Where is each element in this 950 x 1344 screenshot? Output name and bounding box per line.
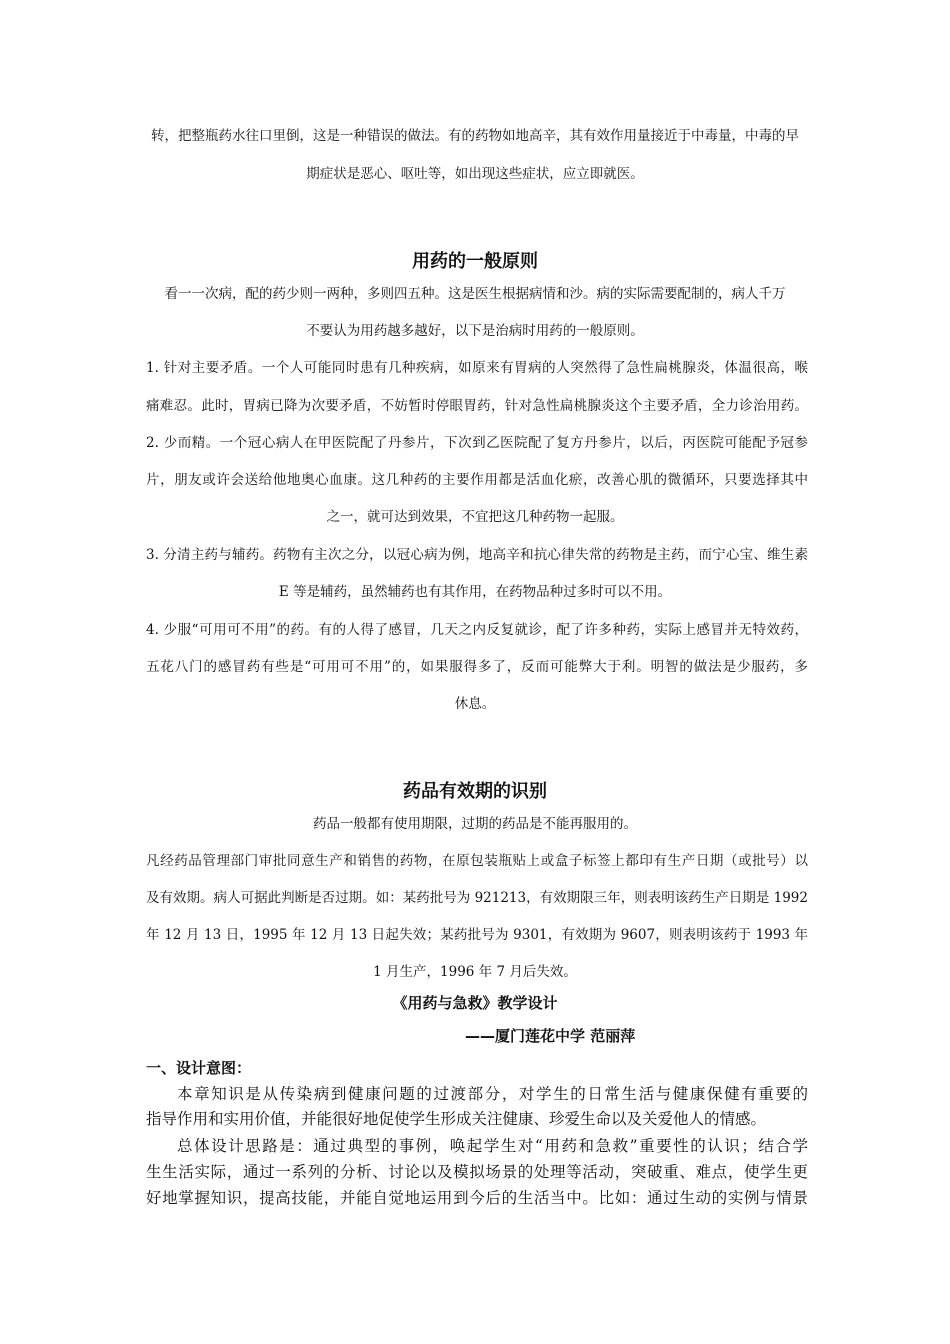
principle-4-line-1: 4. 少服“可用可不用”的药。有的人得了感冒，几天之内反复就诊，配了许多种药，实际上感冒并无特效药， [146,622,808,638]
design-paragraph-2-line-2: 生生活实际，通过一系列的分析、讨论以及模拟场景的处理等活动，突破重、难点，使学生更 [146,1163,808,1181]
expiry-line-2: 凡经药品管理部门审批同意生产和销售的药物，在原包装瓶贴上或盒子标签上都印有生产日期（或批号）以 [146,853,808,869]
expiry-title: 药品有效期的识别 [403,781,547,802]
design-author: ——厦门莲花中学 范丽萍 [465,1027,636,1045]
expiry-line-4: 年 12 月 13 日，1995 年 12 月 13 日起失效；某药批号为 9301，有效期为 9607，则表明该药于 1993 年 [146,927,808,943]
design-paragraph-1-line-1: 本章知识是从传染病到健康问题的过渡部分，对学生的日常生活与健康保健有重要的 [177,1085,808,1103]
principle-3-line-2: E 等是辅药，虽然辅药也有其作用，在药物品种过多时可以不用。 [278,584,672,600]
design-paragraph-2-line-3: 好地掌握知识，提高技能，并能自觉地运用到今后的生活当中。比如：通过生动的实例与情景 [146,1189,808,1207]
principle-2-line-3: 之一，就可达到效果，不宜把这几种药物一起服。 [326,509,624,525]
design-paragraph-2-line-1: 总体设计思路是：通过典型的事例，唤起学生对“用药和急救”重要性的认识；结合学 [177,1137,808,1155]
design-paragraph-1-line-2: 指导作用和实用价值，并能很好地促使学生形成关注健康、珍爱生命以及关爱他人的情感。 [146,1110,767,1128]
expiry-line-3: 及有效期。病人可据此判断是否过期。如：某药批号为 921213，有效期限三年，则表明该药生产日期是 1992 [146,890,808,906]
principles-title: 用药的一般原则 [412,251,538,272]
intro-line-1: 转，把整瓶药水往口里倒，这是一种错误的做法。有的药物如地高辛，其有效作用量接近于中毒量，中毒的早 [151,128,799,144]
principle-4-line-2: 五花八门的感冒药有些是“可用可不用”的，如果服得多了，反而可能弊大于利。明智的做法是少服药，多 [146,659,808,675]
principle-1-line-1: 1. 针对主要矛盾。一个人可能同时患有几种疾病，如原来有胃病的人突然得了急性扁桃腺炎，体温很高，喉 [146,360,808,376]
design-title: 《用药与急救》教学设计 [392,994,558,1012]
expiry-line-5: 1 月生产，1996 年 7 月后失效。 [373,964,577,980]
principles-intro-line-1: 看一一次病，配的药少则一两种，多则四五种。这是医生根据病情和沙。病的实际需要配制的，病人千万 [164,286,786,302]
principle-1-line-2: 痛难忍。此时，胃病已降为次要矛盾，不妨暂时停眼胃药，针对急性扁桃腺炎这个主要矛盾，全力诊治用药。 [146,398,808,414]
principle-2-line-1: 2. 少而精。一个冠心病人在甲医院配了丹参片，下次到乙医院配了复方丹参片，以后，丙医院可能配予冠参 [146,435,808,451]
principle-3-line-1: 3. 分清主药与辅药。药物有主次之分，以冠心病为例，地高辛和抗心律失常的药物是主药，而宁心宝、维生素 [146,547,808,563]
principles-intro-line-2: 不要认为用药越多越好，以下是治病时用药的一般原则。 [306,323,644,339]
principle-4-line-3: 休息。 [454,696,496,712]
design-section-heading: 一、设计意图： [146,1059,252,1077]
principle-2-line-2: 片，朋友或许会送给他地奥心血康。这几种药的主要作用都是活血化瘀，改善心肌的微循环，只要选择其中 [146,472,808,488]
expiry-line-1: 药品一般都有使用期限，过期的药品是不能再服用的。 [313,816,637,832]
intro-line-2: 期症状是恶心、呕吐等，如出现这些症状，应立即就医。 [306,166,644,182]
